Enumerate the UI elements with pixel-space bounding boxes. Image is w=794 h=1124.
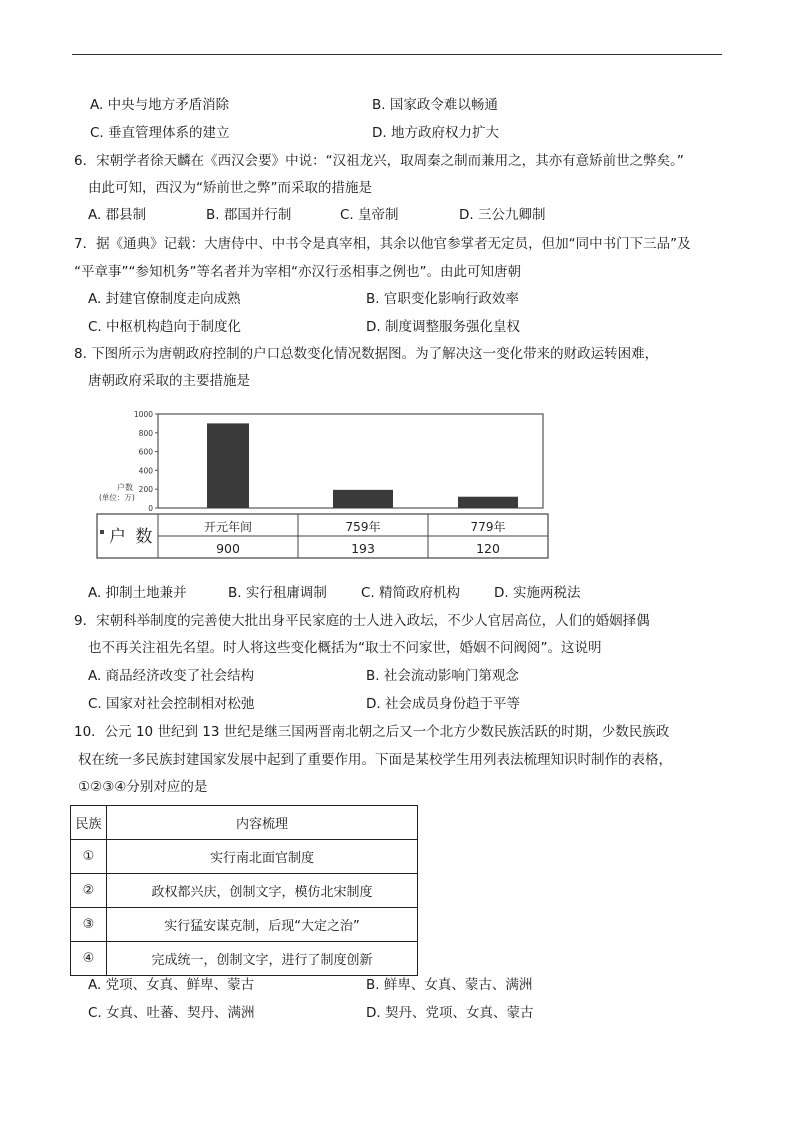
q6-stem-line2: 由此可知，西汉为“矫前世之弊”而采取的措施是 [88, 180, 372, 196]
q8-option-c[interactable]: C. 精简政府机构 [361, 585, 461, 601]
table-row-mark: ③ [71, 908, 107, 942]
q10-option-a[interactable]: A. 党项、女真、鲜卑、蒙古 [88, 977, 255, 993]
table-row [71, 942, 418, 976]
q6-option-d[interactable]: D. 三公九卿制 [459, 207, 546, 223]
q9-stem-line1: 9．宋朝科举制度的完善使大批出身平民家庭的士人进入政坛，不少人官居高位，人们的婚姻择偶 [74, 613, 650, 629]
q7-stem-line2: “平章事”“参知机务”等名者并为宰相“亦汉行丞相事之例也”。由此可知唐朝 [74, 264, 521, 280]
q10-option-b[interactable]: B. 鲜卑、女真、蒙古、满洲 [366, 977, 533, 993]
y-tick-label: 1000 [133, 410, 153, 419]
table-row-mark: ① [71, 840, 107, 874]
q8-option-d[interactable]: D. 实施两税法 [494, 585, 581, 601]
table-row-content: 实行猛安谋克制，后现“大定之治” [107, 908, 418, 942]
y-axis-label-line1: 户数 [117, 483, 133, 492]
q6-option-c[interactable]: C. 皇帝制 [340, 207, 399, 223]
bar [333, 490, 393, 508]
q10-stem-line3: ①②③④分别对应的是 [78, 779, 208, 795]
data-value-label: 900 [216, 541, 240, 556]
q9-option-a[interactable]: A. 商品经济改变了社会结构 [88, 668, 255, 684]
q10-stem-line2: 权在统一多民族封建国家发展中起到了重要作用。下面是某校学生用列表法梳理知识时制作的表格， [78, 752, 672, 768]
ethnic-regime-table [70, 805, 418, 976]
category-label: 759年 [345, 520, 381, 534]
q7-option-c[interactable]: C. 中枢机构趋向于制度化 [88, 319, 242, 335]
q7-option-d[interactable]: D. 制度调整服务强化皇权 [366, 319, 520, 335]
q5-option-d[interactable]: D. 地方政府权力扩大 [372, 125, 499, 141]
table-row [71, 840, 418, 874]
chart-table-row-label: 户 数 [109, 527, 155, 547]
y-tick-label: 600 [138, 447, 153, 457]
y-tick-label: 0 [148, 504, 153, 513]
table-row [71, 908, 418, 942]
q7-option-a[interactable]: A. 封建官僚制度走向成熟 [88, 291, 241, 307]
q5-option-c[interactable]: C. 垂直管理体系的建立 [90, 125, 230, 141]
q8-option-b[interactable]: B. 实行租庸调制 [228, 585, 327, 601]
q6-option-b[interactable]: B. 郡国并行制 [206, 207, 292, 223]
q10-option-d[interactable]: D. 契丹、党项、女真、蒙古 [366, 1005, 534, 1021]
q10-option-c[interactable]: C. 女真、吐蕃、契丹、满洲 [88, 1005, 255, 1021]
row-marker-icon [100, 530, 104, 534]
category-label: 开元年间 [203, 520, 253, 534]
y-tick-label: 800 [138, 428, 153, 438]
q9-option-d[interactable]: D. 社会成员身份趋于平等 [366, 696, 520, 712]
q10-stem-line1: 10．公元 10 世纪到 13 世纪是继三国两晋南北朝之后又一个北方少数民族活跃的时期，少数民族政 [74, 724, 670, 740]
y-tick-label: 200 [138, 485, 153, 495]
q5-option-b[interactable]: B. 国家政令难以畅通 [372, 97, 498, 113]
bar [207, 423, 249, 508]
data-value-label: 120 [476, 541, 500, 556]
q8-stem-line1: 8. 下图所示为唐朝政府控制的户口总数变化情况数据图。为了解决这一变化带来的财政运转困难， [74, 346, 659, 362]
q6-stem-line1: 6．宋朝学者徐天麟在《西汉会要》中说：“汉祖龙兴，取周秦之制而兼用之，其亦有意矫前世之弊矣。” [74, 153, 684, 169]
table-row-content: 完成统一，创制文字，进行了制度创新 [107, 942, 418, 976]
q5-option-a[interactable]: A. 中央与地方矛盾消除 [90, 97, 230, 113]
y-axis-label-line2: (单位：万) [99, 493, 135, 502]
y-tick-label: 400 [138, 466, 153, 476]
table-row-mark: ② [71, 874, 107, 908]
data-value-label: 193 [351, 541, 375, 556]
q8-stem-line2: 唐朝政府采取的主要措施是 [88, 373, 250, 389]
category-label: 779年 [470, 520, 506, 534]
q9-option-c[interactable]: C. 国家对社会控制相对松弛 [88, 696, 255, 712]
q7-stem-line1: 7．据《通典》记载：大唐侍中、中书令是真宰相，其余以他官参掌者无定员，但加“同中书门下三品”及 [74, 236, 691, 252]
q8-option-a[interactable]: A. 抑制土地兼并 [88, 585, 187, 601]
q9-stem-line2: 也不再关注祖先名望。时人将这些变化概括为“取士不问家世，婚姻不问阀阅”。这说明 [88, 640, 602, 656]
header-rule [72, 54, 722, 55]
table-row-content: 政权都兴庆，创制文字，模仿北宋制度 [107, 874, 418, 908]
table-header-row [71, 806, 418, 840]
table-row-mark: ④ [71, 942, 107, 976]
q9-option-b[interactable]: B. 社会流动影响门第观念 [366, 668, 519, 684]
q6-option-a[interactable]: A. 郡县制 [88, 207, 147, 223]
bar [458, 497, 518, 508]
household-bar-chart [95, 410, 550, 562]
table-row [71, 874, 418, 908]
table-header-ethnic: 民族 [71, 806, 107, 840]
q7-option-b[interactable]: B. 官职变化影响行政效率 [366, 291, 519, 307]
table-header-content: 内容梳理 [107, 806, 418, 840]
table-row-content: 实行南北面官制度 [107, 840, 418, 874]
